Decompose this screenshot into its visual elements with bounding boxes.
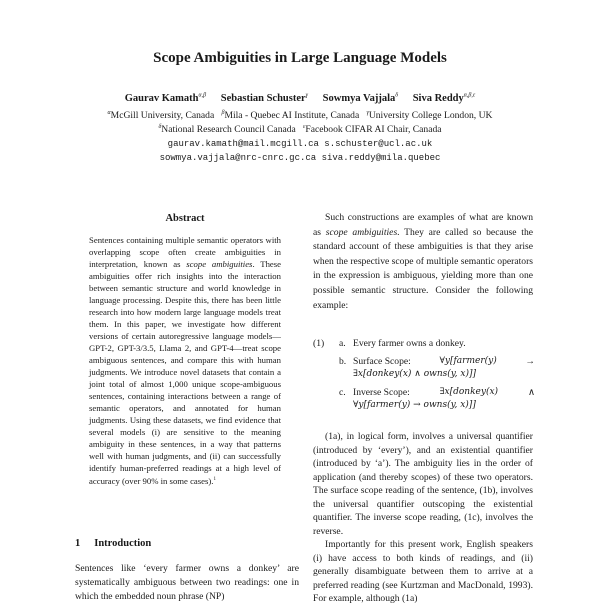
abstract-body: Sentences containing multiple semantic operators with overlapping scope often create ambiguities in interpretation, known as scope ambiguities. These ambiguities offer rich insights into the interaction between semantic structure and world knowledge in language processing. Despite this, there has been little research into how modern large language models treat them. In this paper, we investigate how different versions of certain autoregressive language models—GPT-2, GPT-3/3.5, Llama 2, and GPT-4—treat scope ambiguous sentences, and compare this with human judgments. We introduce novel datasets that contain a joint total of almost 1,000 unique scope-ambiguous sentences, containing interactions between a range of semantic operators, and annotated for human judgments. Using these datasets, we find evidence that several models (i) are sensitive to the meaning ambiguity in these sentences, in a way that patterns well with human judgments, and (ii) can successfully identify human-preferred readings at a high level of accuracy (over 90% in some cases).$^1$ (89, 235, 282, 486)
email-line: sowmya.vajjala@nrc-cnrc.gc.ca siva.reddy@mila.quebec (159, 153, 441, 163)
affiliation-line: $^\delta$National Research Council Canada $^\varepsilon$Facebook CIFAR AI Chair, Canada (158, 124, 442, 136)
body-paragraph: (1a), in logical form, involves a universal quantifier (introduced by ‘every’), and an existential quantifier (introduced by ‘a’). The ambiguity lies in the order of application (and thereby scopes) of these two operators. The surface scope reading of the sentence, (1b), involves the universal quantifier outscoping the existential quantifier. The inverse scope reading, (1c), involves the reverse. (313, 431, 533, 537)
author: Sebastian Schuster$^\gamma$ (220, 92, 309, 104)
abstract-heading: Abstract (165, 213, 205, 224)
intro-paragraph: Sentences like ‘every farmer owns a donkey’ are systematically ambiguous between two readings: one in which the embedded noun phrase (NP) (75, 563, 299, 602)
author: Sowmya Vajjala$^\delta$ (322, 92, 399, 104)
body-text (313, 430, 533, 606)
affiliation-line: $^\alpha$McGill University, Canada $^\beta$Mila - Quebec AI Institute, Canada $^\gamma$University College London, UK (107, 110, 493, 122)
email-line: gaurav.kamath@mail.mcgill.ca s.schuster@ucl.ac.uk (167, 139, 433, 149)
author: Siva Reddy$^{\alpha,\beta,\varepsilon}$ (412, 92, 476, 104)
section-heading: 1 Introduction (75, 538, 152, 549)
footnote-mark: 1 (213, 477, 216, 482)
author-list (0, 92, 600, 104)
body-paragraph: Importantly for this present work, English speakers (i) have access to both kinds of readings, and (ii) generally disambiguate between them to arrive at a preferred reading (see Kurtzman and MacDonald, 1993). For example, although (1a) (313, 539, 533, 604)
example-block: (1) a. Every farmer owns a donkey. b. Surface Scope: ∀y[farmer(y) → ∃x[donkey(x) ∧ owns(y, x)]] c. Inverse Scope: ∃x[donkey(x) ∧ ∀y[farmer(y) → owns(y, x)]] (313, 338, 535, 410)
example-label: (1) (313, 338, 325, 349)
body-paragraph: Such constructions are examples of what are known as scope ambiguities. They are called so because the standard account of these ambiguities is that they arise when the respective scope of multiple semantic operators in the expression is ambiguous, yielding more than one possible semantic structure. Consider the following example: (313, 212, 533, 311)
paper-title: Scope Ambiguities in Large Language Models (153, 50, 447, 66)
author: Gaurav Kamath$^{\alpha,\beta}$ (124, 92, 207, 104)
